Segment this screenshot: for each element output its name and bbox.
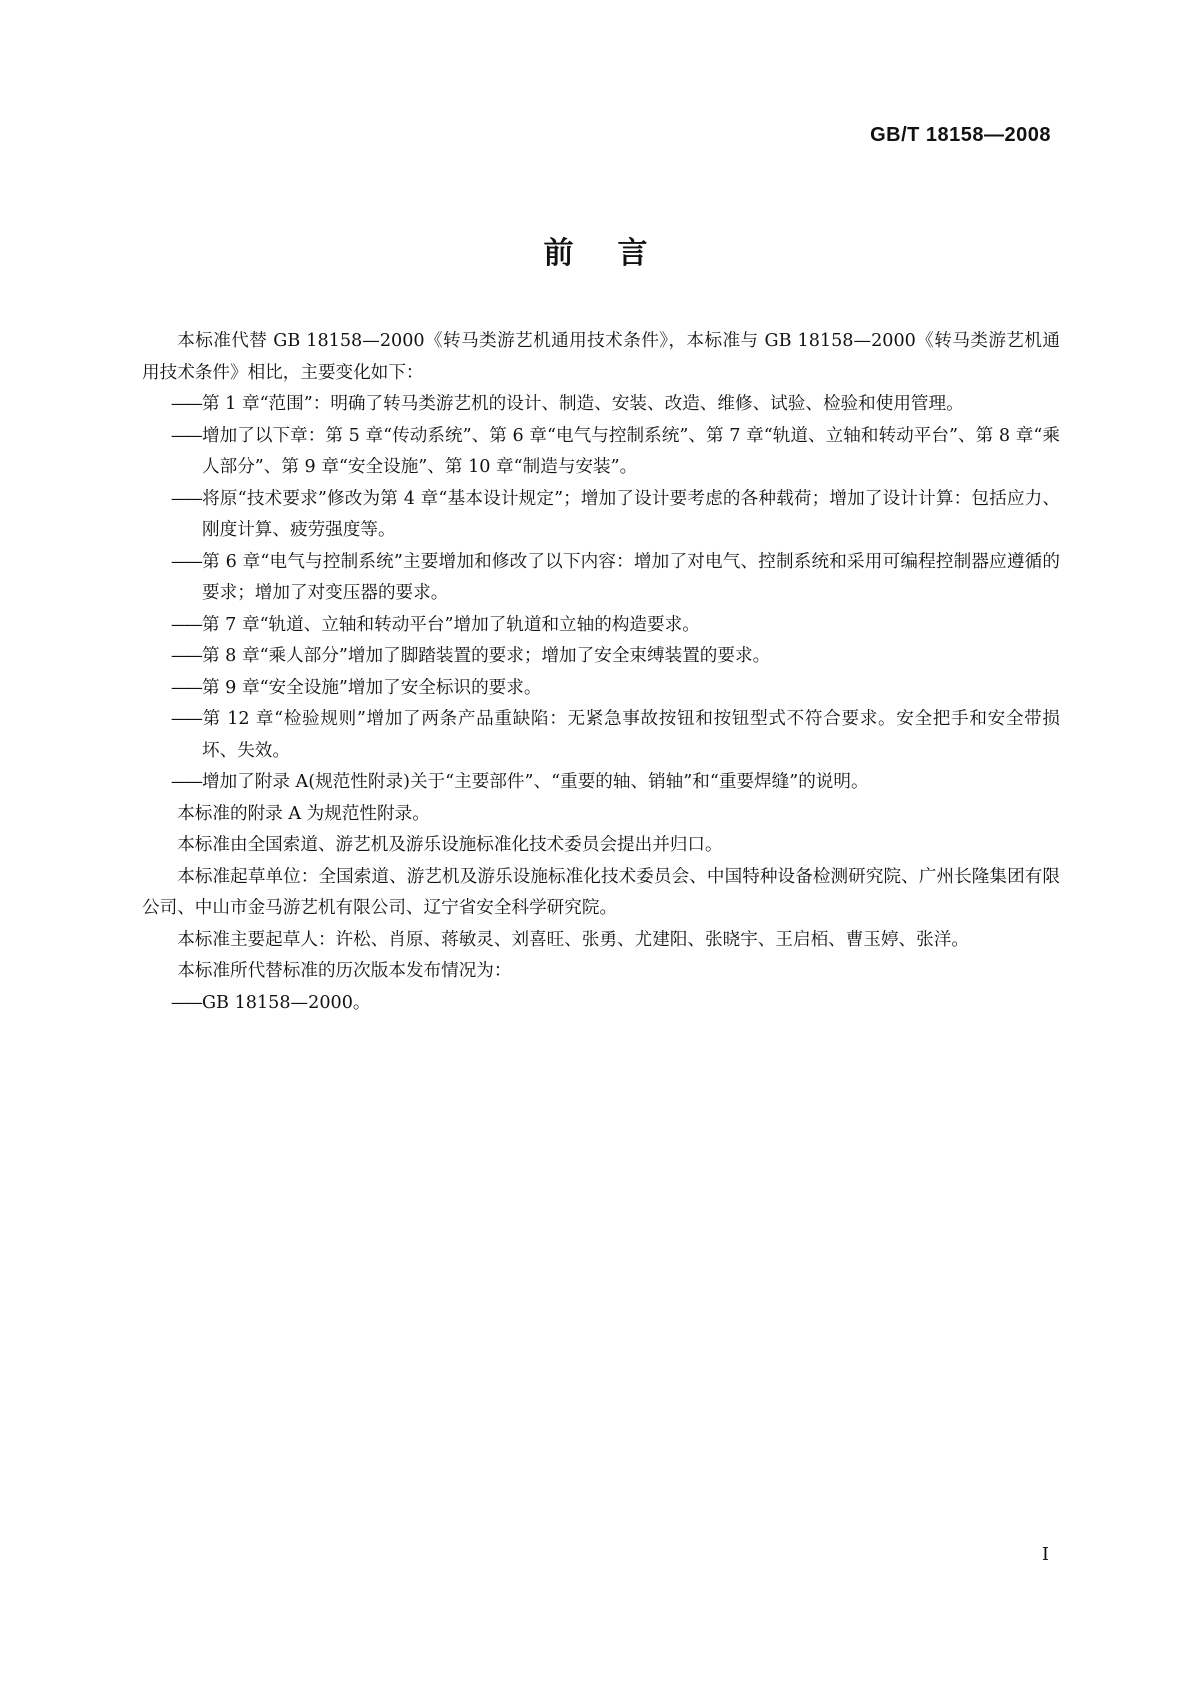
change-text: 增加了以下章：第 5 章“传动系统”、第 6 章“电气与控制系统”、第 7 章“轨道、立轴和转动平台”、第 8 章“乘人部分”、第 9 章“安全设施”、第 10 章“制造与安装”。 (202, 425, 1060, 477)
change-item (142, 421, 1060, 484)
change-item (142, 767, 1060, 799)
drafting-units-paragraph: 本标准起草单位：全国索道、游艺机及游乐设施标准化技术委员会、中国特种设备检测研究院、广州长隆集团有限公司、中山市金马游艺机有限公司、辽宁省安全科学研究院。 (142, 866, 1060, 918)
drafters-paragraph: 本标准主要起草人：许松、肖原、蒋敏灵、刘喜旺、张勇、尤建阳、张晓宇、王启栢、曹玉婷、张洋。 (177, 929, 969, 950)
standard-number: GB/T 18158—2008 (870, 124, 1051, 146)
dash-marker (142, 610, 202, 642)
change-text: 第 1 章“范围”：明确了转马类游艺机的设计、制造、安装、改造、维修、试验、检验和使用管理。 (202, 394, 964, 414)
foreword-body (142, 326, 1060, 1019)
history-text: GB 18158—2000。 (202, 992, 371, 1013)
history-item (142, 988, 1060, 1020)
dash-marker (142, 547, 202, 579)
dash-marker (142, 484, 202, 516)
page-number: I (1041, 1544, 1049, 1565)
dash-marker (142, 673, 202, 705)
dash-marker (142, 641, 202, 673)
change-text: 第 9 章“安全设施”增加了安全标识的要求。 (202, 677, 542, 698)
change-text: 第 7 章“轨道、立轴和转动平台”增加了轨道和立轴的构造要求。 (202, 614, 700, 635)
dash-marker (142, 767, 202, 799)
intro-paragraph: 本标准代替 GB 18158—2000《转马类游艺机通用技术条件》，本标准与 GB 18158—2000《转马类游艺机通用技术条件》相比，主要变化如下： (142, 331, 1060, 383)
change-item (142, 673, 1060, 705)
change-text: 增加了附录 A(规范性附录)关于“主要部件”、“重要的轴、销轴”和“重要焊缝”的说明。 (202, 772, 869, 792)
change-text: 第 8 章“乘人部分”增加了脚踏装置的要求；增加了安全束缚装置的要求。 (202, 646, 771, 666)
change-text: 将原“技术要求”修改为第 4 章“基本设计规定”；增加了设计要考虑的各种载荷；增加了设计计算：包括应力、刚度计算、疲劳强度等。 (202, 488, 1060, 540)
change-item (142, 610, 1060, 642)
page-title: 前言 (543, 236, 692, 271)
dash-marker (142, 421, 202, 453)
dash-marker (142, 389, 202, 421)
dash-marker (142, 704, 202, 736)
change-item (142, 704, 1060, 767)
change-text: 第 12 章“检验规则”增加了两条产品重缺陷：无紧急事故按钮和按钮型式不符合要求。安全把手和安全带损坏、失效。 (202, 709, 1060, 761)
dash-marker (142, 988, 202, 1020)
change-item (142, 389, 1060, 421)
change-text: 第 6 章“电气与控制系统”主要增加和修改了以下内容：增加了对电气、控制系统和采用可编程控制器应遵循的要求；增加了对变压器的要求。 (202, 551, 1060, 603)
change-item (142, 484, 1060, 547)
history-intro: 本标准所代替标准的历次版本发布情况为： (177, 961, 512, 981)
change-item (142, 641, 1060, 673)
appendix-note: 本标准的附录 A 为规范性附录。 (177, 803, 430, 824)
change-item (142, 547, 1060, 610)
proposer-paragraph: 本标准由全国索道、游艺机及游乐设施标准化技术委员会提出并归口。 (177, 835, 723, 855)
